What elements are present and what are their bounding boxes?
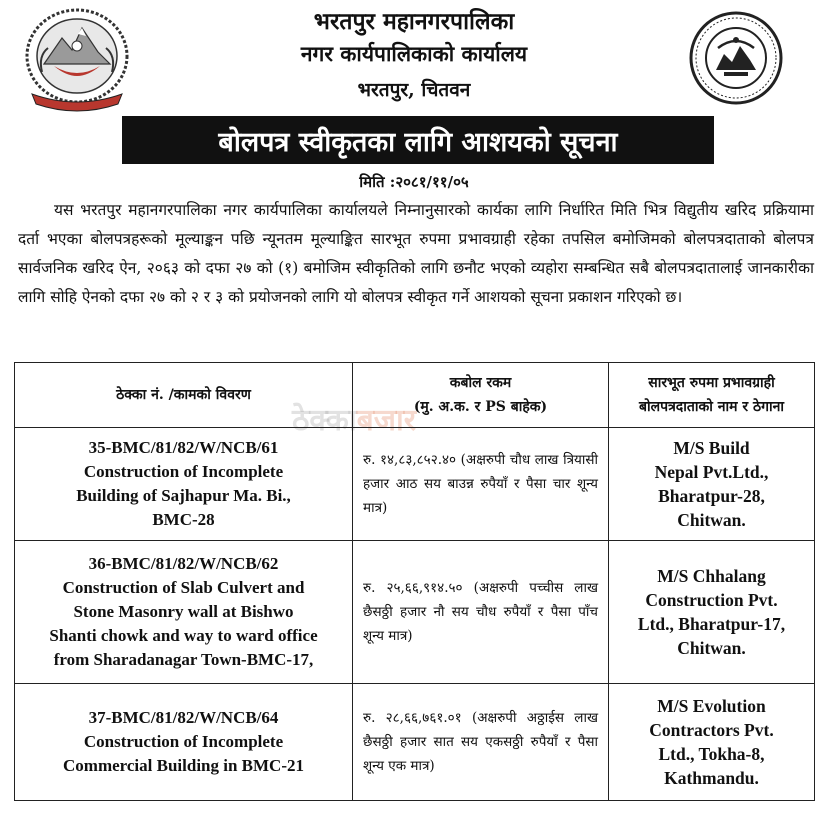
- header-work-label: ठेक्का नं. /कामको विवरण: [116, 387, 251, 403]
- work-line: from Sharadanagar Town-BMC-17,: [53, 650, 314, 669]
- notice-body-paragraph: यस भरतपुर महानगरपालिका नगर कार्यपालिका कार्यालयले निम्नानुसारको कार्यका लागि निर्धारित मिति भित्र विद्युतीय खरिद प्रक्रियामा दर्ता भएका बोलपत्रहरूको मूल्याङ्कन पछि न्यूनतम मूल्याङ्कित सारभूत रुपमा प्रभावग्राही रहेका तपसिल बमोजिमको बोलपत्रदाताको बोलपत्र सार्वजनिक खरिद ऐन, २०६३ को दफा २७ को (१) बमोजिम स्वीकृतिको लागि छनौट भएको व्यहोरा सम्बन्धित सबै बोलपत्रदातालाई जानकारीका लागि सोहि ऐनको दफा २७ को २ र ३ को प्रयोजनको लागि यो बोलपत्र स्वीकृत गर्ने आशयको सूचना प्रकाशन गरिएको छ।: [18, 201, 814, 306]
- notice-date: मिति :२०८१/११/०५: [359, 173, 469, 191]
- work-description-cell: [15, 684, 353, 801]
- work-line: Construction of Incomplete: [83, 462, 284, 481]
- work-description-cell: [15, 428, 353, 541]
- bid-amount-cell: रु. २८,६६,७६१.०१ (अक्षरुपी अठ्ठाईस लाख छैसठ्ठी हजार सात सय एकसठ्ठी रुपैयाँ र पैसा शून्य एक मात्र): [353, 684, 609, 801]
- work-line: Shanti chowk and way to ward office: [49, 626, 318, 645]
- bidder-line: Ltd., Bharatpur-17,: [637, 614, 786, 634]
- bidder-line: M/S Build: [673, 438, 750, 458]
- notice-header: [0, 0, 828, 170]
- metropolitan-city-seal-logo: [688, 10, 784, 106]
- work-description-cell: [15, 541, 353, 684]
- bidder-line: Construction Pvt.: [645, 590, 778, 610]
- bidder-line: Chitwan.: [677, 638, 746, 658]
- header-bid-amount: [353, 363, 609, 428]
- table-row: [15, 428, 815, 541]
- bidder-line: Kathmandu.: [664, 768, 759, 788]
- work-line: 37-BMC/81/82/W/NCB/64: [88, 708, 279, 727]
- table-row: [15, 541, 815, 684]
- bidder-line: Contractors Pvt.: [649, 720, 774, 740]
- work-line: Construction of Slab Culvert and: [62, 578, 305, 597]
- bidder-line: Nepal Pvt.Ltd.,: [654, 462, 769, 482]
- work-line: Stone Masonry wall at Bishwo: [73, 602, 294, 621]
- work-line: 36-BMC/81/82/W/NCB/62: [88, 554, 279, 573]
- bidder-line: Bharatpur-28,: [658, 486, 765, 506]
- work-line: Commercial Building in BMC-21: [63, 756, 304, 775]
- table-header-row: [15, 363, 815, 428]
- header-bidder-line-2: बोलपत्रदाताको नाम र ठेगाना: [639, 399, 784, 415]
- header-bidder: [609, 363, 815, 428]
- bid-acceptance-table: [14, 362, 815, 801]
- work-line: 35-BMC/81/82/W/NCB/61: [88, 438, 279, 457]
- header-amount-line-2: (मु. अ.क. र PS बाहेक): [413, 399, 548, 415]
- bidder-line: M/S Evolution: [657, 696, 766, 716]
- org-name: भरतपुर महानगरपालिका: [313, 8, 515, 35]
- office-name: नगर कार्यपालिकाको कार्यालय: [300, 41, 528, 66]
- header-amount-line-1: कबोल रकम: [449, 375, 512, 391]
- bid-amount-cell: रु. २५,६६,९१४.५० (अक्षरुपी पच्चीस लाख छैसठ्ठी हजार नौ सय चौध रुपैयाँ र पैसा पाँच शून्य मात्र): [353, 541, 609, 684]
- watermark-part-2: बजार: [356, 403, 417, 438]
- notice-title: बोलपत्र स्वीकृतका लागि आशयको सूचना: [122, 116, 714, 164]
- bidder-line: Chitwan.: [677, 510, 746, 530]
- bidder-line: M/S Chhalang: [657, 566, 766, 586]
- bidder-cell: [609, 428, 815, 541]
- watermark-part-1: ठेक्का: [292, 403, 357, 438]
- work-line: Construction of Incomplete: [83, 732, 284, 751]
- header-work-description: [15, 363, 353, 428]
- table-row: [15, 684, 815, 801]
- work-line: BMC-28: [152, 510, 215, 529]
- bidder-cell: [609, 684, 815, 801]
- header-bidder-line-1: सारभूत रुपमा प्रभावग्राही: [648, 375, 775, 391]
- bidder-line: Ltd., Tokha-8,: [658, 744, 765, 764]
- office-location: भरतपुर, चितवन: [357, 79, 471, 101]
- bid-amount-cell: रु. १४,८३,८५२.४० (अक्षरुपी चौध लाख त्रियासी हजार आठ सय बाउन्न रुपैयाँ र पैसा चार शून्य मात्र): [353, 428, 609, 541]
- work-line: Building of Sajhapur Ma. Bi.,: [76, 486, 291, 505]
- bidder-cell: [609, 541, 815, 684]
